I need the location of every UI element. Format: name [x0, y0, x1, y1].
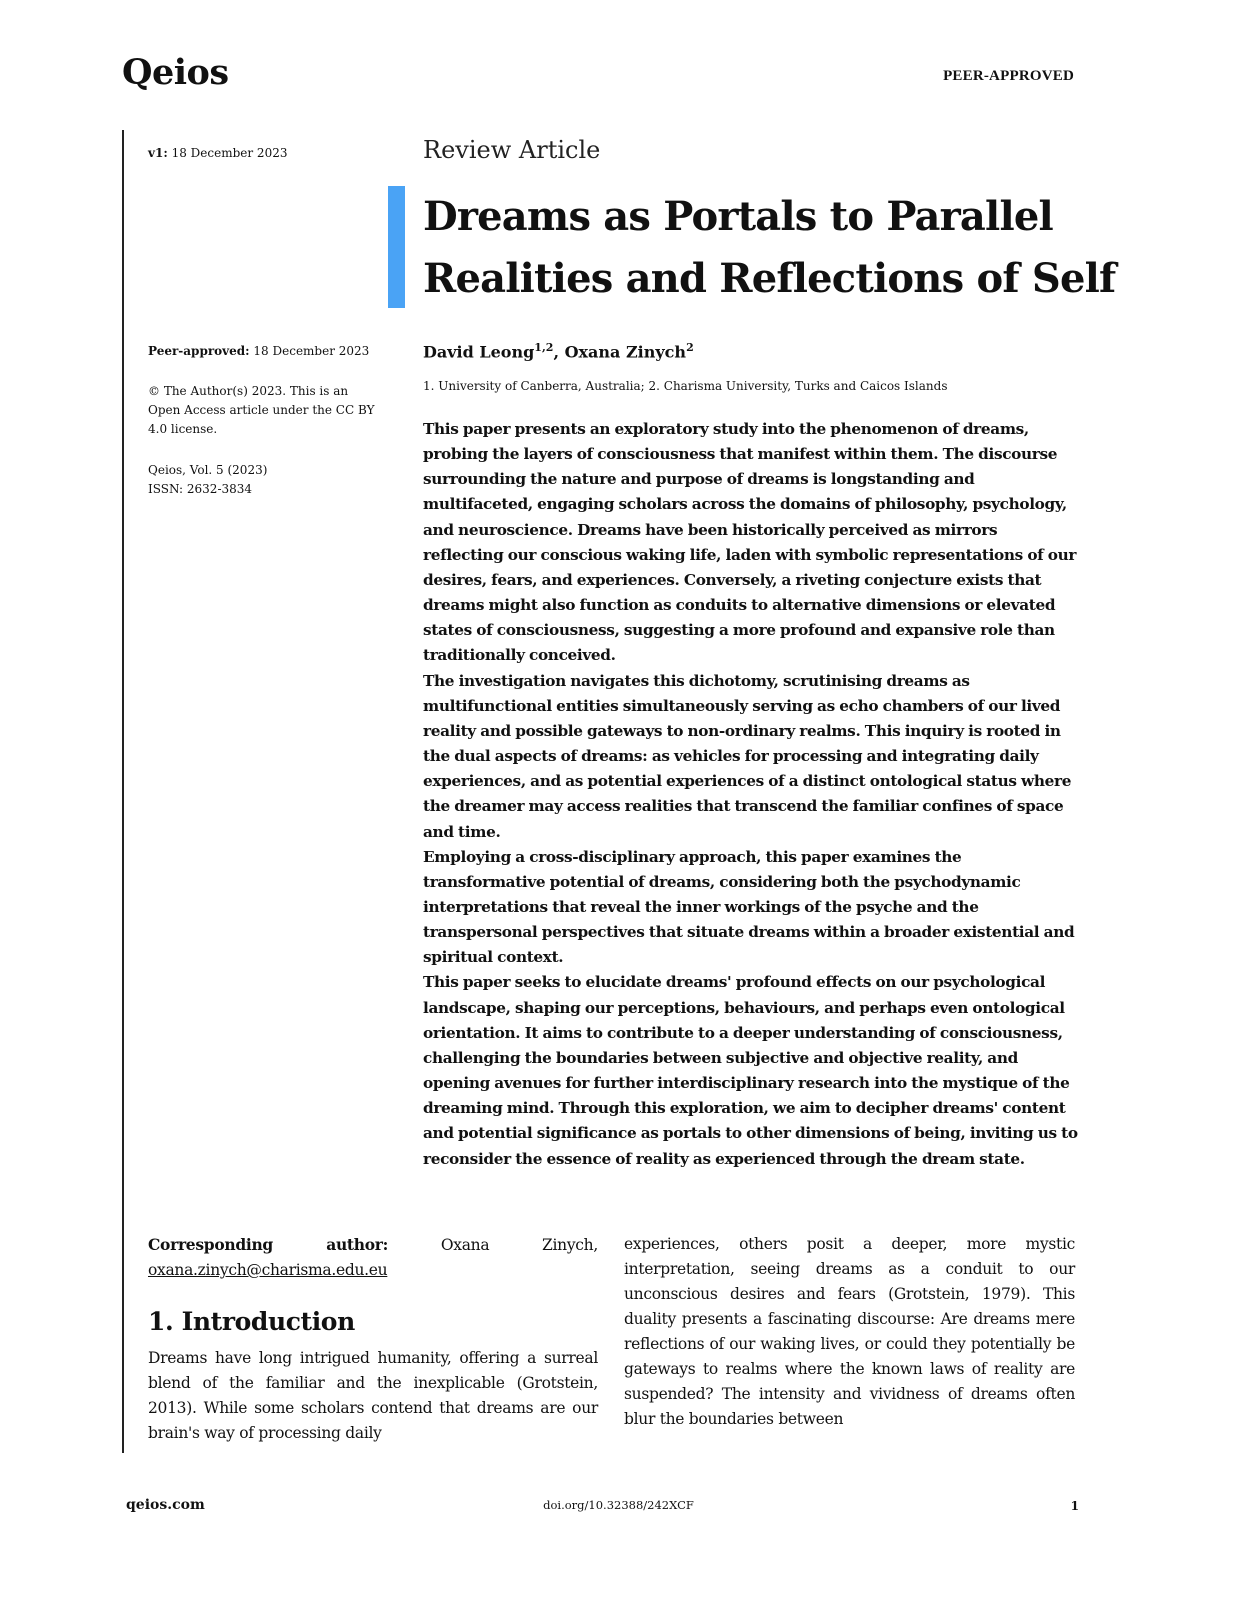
corresponding-author-name: Oxana Zinych, — [440, 1236, 598, 1254]
section-heading-introduction: 1. Introduction — [148, 1307, 355, 1336]
corresponding-author-label: Corresponding author: — [148, 1235, 389, 1254]
body-paragraph: experiences, others posit a deeper, more mystic interpretation, seeing dreams as a conduit to our unconscious desires and fears (Grotstein, 1979). This duality presents a fascinating discourse: Are dreams mere reflections of our waking lives, or could they potentially be gateways to realms where the known laws of reality are suspended? The intensity and vividness of dreams often blur the boundaries between — [624, 1235, 1075, 1428]
peer-approved-badge: PEER-APPROVED — [943, 68, 1074, 84]
peer-approved-info — [148, 342, 378, 361]
article-title — [423, 186, 1123, 310]
body-column-right — [624, 1232, 1075, 1432]
abstract-paragraph: This paper presents an exploratory study into the phenomenon of dreams, probing the layers of consciousness that manifest within them. The discourse surrounding the nature and purpose of dreams is longstanding and multifaceted, engaging scholars across the domains of philosophy, psychology, and neuroscience. Dreams have been historically perceived as mirrors reflecting our conscious waking life, laden with symbolic representations of our desires, fears, and experiences. Conversely, a riveting conjecture exists that dreams might also function as conduits to alternative dimensions or elevated states of consciousness, suggesting a more profound and expansive role than traditionally conceived. — [423, 420, 1077, 665]
article-type: Review Article — [423, 136, 601, 164]
journal-info — [148, 461, 378, 499]
abstract — [423, 417, 1078, 1172]
license-text: © The Author(s) 2023. This is an Open Access article under the CC BY 4.0 license. — [148, 384, 375, 436]
abstract-paragraph: This paper seeks to elucidate dreams' profound effects on our psychological landscape, shaping our perceptions, behaviours, and perhaps even ontological orientation. It aims to contribute to a deeper understanding of consciousness, challenging the boundaries between subjective and objective reality, and opening avenues for further interdisciplinary research into the mystique of the dreaming mind. Through this exploration, we aim to decipher dreams' content and potential significance as portals to other dimensions of being, inviting us to reconsider the essence of reality as experienced through the dream state. — [423, 973, 1078, 1168]
title-line-2: Realities and Reflections of Self — [423, 255, 1116, 302]
footer-doi-link[interactable]: doi.org/10.32388/242XCF — [543, 1498, 694, 1512]
version-date: 18 December 2023 — [171, 146, 288, 160]
peer-approved-date: 18 December 2023 — [253, 344, 370, 358]
journal-volume: Qeios, Vol. 5 (2023) — [148, 463, 268, 477]
corresponding-author-email-link[interactable]: oxana.zinych@charisma.edu.eu — [148, 1261, 388, 1279]
abstract-paragraph: Employing a cross-disciplinary approach, this paper examines the transformative potential of dreams, considering both the psychodynamic interpretations that reveal the inner workings of the psyche and the transpersonal perspectives that situate dreams within a broader existential and spiritual context. — [423, 847, 1075, 967]
title-line-1: Dreams as Portals to Parallel — [423, 193, 1053, 240]
qeios-logo[interactable]: Qeios — [122, 52, 229, 93]
license-info — [148, 382, 378, 439]
peer-approved-label: Peer-approved: — [148, 344, 250, 358]
page-number: 1 — [1070, 1499, 1079, 1513]
abstract-paragraph: The investigation navigates this dichotomy, scrutinising dreams as multifunctional entities simultaneously serving as echo chambers of our lived reality and possible gateways to non-ordinary realms. This inquiry is rooted in the dual aspects of dreams: as vehicles for processing and integrating daily experiences, and as potential experiences of a distinct ontological status where the dreamer may access realities that transcend the familiar confines of space and time. — [423, 671, 1072, 841]
author-separator: , — [553, 342, 565, 362]
title-accent-bar — [388, 186, 405, 308]
author-name[interactable]: Oxana Zinych — [564, 342, 687, 362]
author-affiliation-ref: 2 — [686, 341, 694, 354]
corresponding-author — [148, 1232, 598, 1283]
version-label: v1: — [148, 146, 168, 160]
journal-issn: ISSN: 2632-3834 — [148, 482, 253, 496]
body-paragraph: Dreams have long intrigued humanity, offering a surreal blend of the familiar and the inexplicable (Grotstein, 2013). While some scholars contend that dreams are our brain's way of processing daily — [148, 1349, 598, 1442]
version-info — [148, 144, 378, 163]
body-column-left — [148, 1232, 598, 1446]
author-name[interactable]: David Leong — [423, 342, 535, 362]
author-affiliation-ref: 1,2 — [534, 341, 554, 354]
footer-site-link[interactable]: qeios.com — [126, 1497, 205, 1513]
sidebar-divider — [122, 130, 124, 1453]
affiliations: 1. University of Canberra, Australia; 2. Charisma University, Turks and Caicos Islands — [423, 379, 948, 393]
author-list — [423, 341, 694, 361]
